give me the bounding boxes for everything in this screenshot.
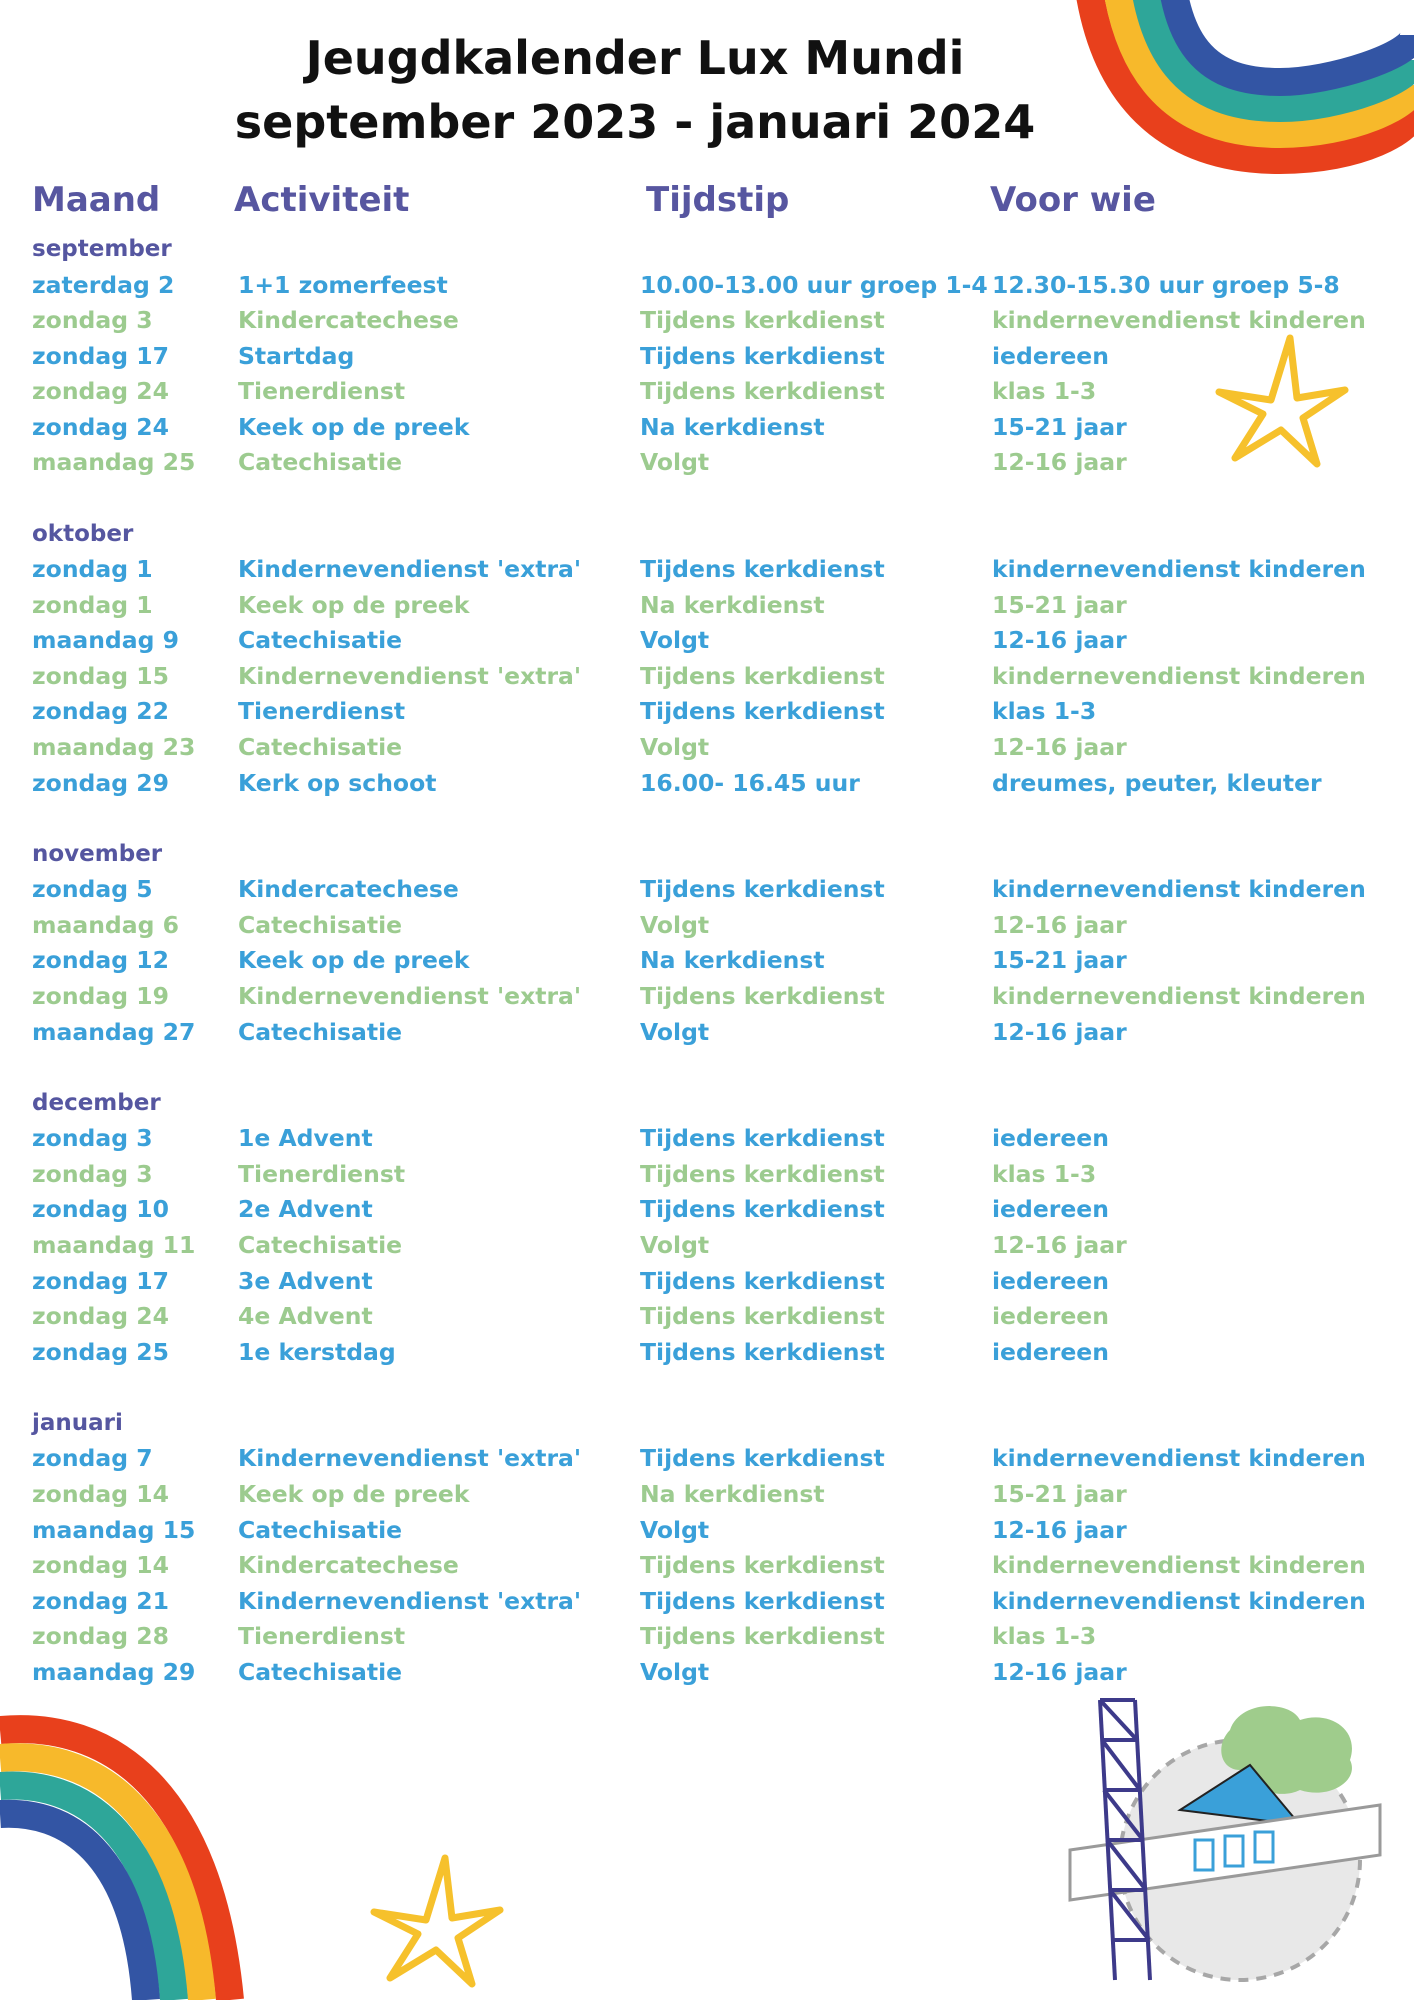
day-cell: zondag 5 — [32, 875, 153, 904]
time-cell: Tijdens kerkdienst — [640, 377, 885, 406]
schedule-row — [0, 303, 1414, 339]
time-cell: Tijdens kerkdienst — [640, 661, 885, 690]
schedule-row — [0, 1335, 1414, 1371]
time-cell: Tijdens kerkdienst — [640, 697, 885, 726]
month-label: november — [32, 840, 163, 867]
time-cell: Tijdens kerkdienst — [640, 982, 885, 1010]
star-icon — [360, 1850, 510, 1990]
time-cell: Volgt — [640, 448, 710, 477]
day-cell: zondag 24 — [32, 412, 169, 441]
header-activiteit: Activiteit — [234, 180, 410, 220]
audience-cell: iedereen — [992, 341, 1109, 370]
day-cell: zondag 1 — [32, 590, 153, 619]
time-cell: Tijdens kerkdienst — [640, 1124, 885, 1153]
day-cell: zondag 19 — [32, 982, 169, 1010]
schedule-row — [0, 908, 1414, 944]
time-cell: Tijdens kerkdienst — [640, 1159, 885, 1188]
title-line-2: september 2023 - januari 2024 — [234, 95, 1036, 149]
month-block-oktober — [0, 517, 1414, 802]
audience-cell: kindernevendienst kinderen — [992, 661, 1366, 690]
day-cell: zondag 17 — [32, 1266, 169, 1295]
activity-cell: Keek op de preek — [238, 590, 470, 619]
schedule-row — [0, 1513, 1414, 1549]
audience-cell: iedereen — [992, 1337, 1109, 1366]
time-cell: 10.00-13.00 uur groep 1-4 — [640, 270, 988, 299]
month-label: oktober — [32, 520, 134, 547]
day-cell: maandag 23 — [32, 733, 196, 762]
activity-cell: Tienerdienst — [238, 697, 406, 726]
time-cell: 16.00- 16.45 uur — [640, 768, 860, 797]
time-cell: Volgt — [640, 1515, 710, 1544]
activity-cell: Catechisatie — [238, 1515, 403, 1544]
schedule-row — [0, 766, 1414, 802]
day-cell: zaterdag 2 — [32, 270, 175, 299]
schedule-row — [0, 445, 1414, 481]
day-cell: zondag 14 — [32, 1551, 169, 1580]
activity-cell: 1e kerstdag — [238, 1337, 396, 1366]
month-block-december — [0, 1086, 1414, 1371]
activity-cell: 4e Advent — [238, 1302, 373, 1331]
schedule-row — [0, 623, 1414, 659]
activity-cell: Kerk op schoot — [238, 768, 437, 797]
activity-cell: Catechisatie — [238, 1657, 403, 1686]
audience-cell: 12-16 jaar — [992, 1657, 1127, 1686]
activity-cell: Startdag — [238, 341, 355, 370]
schedule-row — [0, 1228, 1414, 1264]
time-cell: Na kerkdienst — [640, 1479, 825, 1508]
audience-cell: iedereen — [992, 1195, 1109, 1224]
audience-cell: kindernevendienst kinderen — [992, 1551, 1366, 1580]
schedule-row — [0, 1264, 1414, 1300]
time-cell: Na kerkdienst — [640, 946, 825, 975]
audience-cell: iedereen — [992, 1124, 1109, 1153]
audience-cell: kindernevendienst kinderen — [992, 306, 1366, 335]
activity-cell: Catechisatie — [238, 448, 403, 477]
schedule-row — [0, 1121, 1414, 1157]
audience-cell: 12-16 jaar — [992, 910, 1127, 939]
activity-cell: Kindercatechese — [238, 1551, 459, 1580]
audience-cell: iedereen — [992, 1302, 1109, 1331]
day-cell: zondag 14 — [32, 1479, 169, 1508]
audience-cell: 15-21 jaar — [992, 1479, 1127, 1508]
schedule-row — [0, 410, 1414, 446]
audience-cell: 12-16 jaar — [992, 1017, 1127, 1046]
time-cell: Tijdens kerkdienst — [640, 1622, 885, 1651]
day-cell: maandag 27 — [32, 1017, 196, 1046]
schedule-row — [0, 552, 1414, 588]
schedule-row — [0, 1015, 1414, 1051]
schedule-row — [0, 943, 1414, 979]
time-cell: Volgt — [640, 1017, 710, 1046]
activity-cell: 1e Advent — [238, 1124, 373, 1153]
day-cell: zondag 28 — [32, 1622, 169, 1651]
day-cell: zondag 15 — [32, 661, 169, 690]
month-block-september — [0, 232, 1414, 481]
audience-cell: 12-16 jaar — [992, 1230, 1127, 1259]
day-cell: zondag 7 — [32, 1444, 153, 1473]
activity-cell: Kindernevendienst 'extra' — [238, 555, 582, 584]
rainbow-bottom-left-icon — [0, 1700, 260, 2000]
audience-cell: 12-16 jaar — [992, 448, 1127, 477]
schedule-row — [0, 1441, 1414, 1477]
audience-cell: kindernevendienst kinderen — [992, 1444, 1366, 1473]
time-cell: Tijdens kerkdienst — [640, 1302, 885, 1331]
day-cell: maandag 29 — [32, 1657, 196, 1686]
schedule-row — [0, 339, 1414, 375]
audience-cell: klas 1-3 — [992, 697, 1097, 726]
day-cell: zondag 24 — [32, 1302, 169, 1331]
activity-cell: Catechisatie — [238, 1017, 403, 1046]
audience-cell: kindernevendienst kinderen — [992, 1586, 1366, 1615]
time-cell: Na kerkdienst — [640, 412, 825, 441]
schedule-row — [0, 694, 1414, 730]
time-cell: Na kerkdienst — [640, 590, 825, 619]
church-logo-icon — [1060, 1690, 1400, 1990]
activity-cell: Kindernevendienst 'extra' — [238, 982, 582, 1010]
day-cell: zondag 21 — [32, 1586, 169, 1615]
audience-cell: 15-21 jaar — [992, 946, 1127, 975]
activity-cell: Catechisatie — [238, 1230, 403, 1259]
day-cell: zondag 25 — [32, 1337, 169, 1366]
activity-cell: Keek op de preek — [238, 1479, 470, 1508]
schedule-row — [0, 979, 1414, 1015]
day-cell: zondag 22 — [32, 697, 169, 726]
activity-cell: 3e Advent — [238, 1266, 373, 1295]
audience-cell: kindernevendienst kinderen — [992, 982, 1366, 1010]
schedule-row — [0, 1619, 1414, 1655]
time-cell: Tijdens kerkdienst — [640, 555, 885, 584]
time-cell: Tijdens kerkdienst — [640, 875, 885, 904]
schedule-row — [0, 730, 1414, 766]
day-cell: zondag 12 — [32, 946, 169, 975]
time-cell: Tijdens kerkdienst — [640, 1551, 885, 1580]
time-cell: Tijdens kerkdienst — [640, 1337, 885, 1366]
day-cell: zondag 10 — [32, 1195, 169, 1224]
schedule-row — [0, 1655, 1414, 1691]
schedule-row — [0, 1299, 1414, 1335]
day-cell: zondag 17 — [32, 341, 169, 370]
time-cell: Tijdens kerkdienst — [640, 1266, 885, 1295]
activity-cell: Kindercatechese — [238, 875, 459, 904]
day-cell: zondag 3 — [32, 306, 153, 335]
time-cell: Tijdens kerkdienst — [640, 1586, 885, 1615]
month-block-november — [0, 837, 1414, 1050]
day-cell: maandag 11 — [32, 1230, 196, 1259]
month-label: december — [32, 1089, 161, 1116]
schedule-row — [0, 588, 1414, 624]
time-cell: Volgt — [640, 733, 710, 762]
time-cell: Tijdens kerkdienst — [640, 306, 885, 335]
day-cell: maandag 25 — [32, 448, 196, 477]
activity-cell: Kindernevendienst 'extra' — [238, 1444, 582, 1473]
schedule-list — [0, 232, 1414, 1726]
audience-cell: kindernevendienst kinderen — [992, 555, 1366, 584]
day-cell: zondag 3 — [32, 1159, 153, 1188]
audience-cell: 15-21 jaar — [992, 412, 1127, 441]
audience-cell: 12.30-15.30 uur groep 5-8 — [992, 270, 1340, 299]
audience-cell: 15-21 jaar — [992, 590, 1127, 619]
activity-cell: Keek op de preek — [238, 412, 470, 441]
audience-cell: 12-16 jaar — [992, 733, 1127, 762]
activity-cell: Kindercatechese — [238, 306, 459, 335]
day-cell: maandag 9 — [32, 626, 179, 655]
day-cell: zondag 29 — [32, 768, 169, 797]
schedule-row — [0, 872, 1414, 908]
time-cell: Volgt — [640, 1657, 710, 1686]
schedule-row — [0, 1548, 1414, 1584]
audience-cell: iedereen — [992, 1266, 1109, 1295]
day-cell: maandag 6 — [32, 910, 179, 939]
schedule-row — [0, 374, 1414, 410]
day-cell: maandag 15 — [32, 1515, 196, 1544]
audience-cell: klas 1-3 — [992, 377, 1097, 406]
audience-cell: klas 1-3 — [992, 1159, 1097, 1188]
day-cell: zondag 1 — [32, 555, 153, 584]
schedule-row — [0, 659, 1414, 695]
month-label: september — [32, 236, 172, 262]
schedule-row — [0, 268, 1414, 304]
month-label: januari — [32, 1409, 123, 1436]
time-cell: Volgt — [640, 1230, 710, 1259]
month-block-januari — [0, 1406, 1414, 1691]
audience-cell: klas 1-3 — [992, 1622, 1097, 1651]
activity-cell: Catechisatie — [238, 733, 403, 762]
schedule-row — [0, 1477, 1414, 1513]
schedule-row — [0, 1584, 1414, 1620]
title-line-1: Jeugdkalender Lux Mundi — [305, 31, 965, 85]
audience-cell: kindernevendienst kinderen — [992, 875, 1366, 904]
activity-cell: Keek op de preek — [238, 946, 470, 975]
activity-cell: Tienerdienst — [238, 377, 406, 406]
activity-cell: Kindernevendienst 'extra' — [238, 661, 582, 690]
schedule-row — [0, 1157, 1414, 1193]
schedule-row — [0, 1192, 1414, 1228]
audience-cell: 12-16 jaar — [992, 1515, 1127, 1544]
day-cell: zondag 3 — [32, 1124, 153, 1153]
page-title — [0, 26, 1270, 154]
activity-cell: Catechisatie — [238, 626, 403, 655]
time-cell: Volgt — [640, 910, 710, 939]
header-maand: Maand — [32, 180, 161, 220]
activity-cell: 1+1 zomerfeest — [238, 270, 448, 299]
activity-cell: Tienerdienst — [238, 1159, 406, 1188]
activity-cell: Tienerdienst — [238, 1622, 406, 1651]
header-tijdstip: Tijdstip — [646, 180, 790, 220]
audience-cell: dreumes, peuter, kleuter — [992, 768, 1322, 797]
time-cell: Tijdens kerkdienst — [640, 341, 885, 370]
day-cell: zondag 24 — [32, 377, 169, 406]
time-cell: Tijdens kerkdienst — [640, 1444, 885, 1473]
activity-cell: Catechisatie — [238, 910, 403, 939]
header-voor-wie: Voor wie — [990, 180, 1156, 220]
audience-cell: 12-16 jaar — [992, 626, 1127, 655]
time-cell: Volgt — [640, 626, 710, 655]
activity-cell: Kindernevendienst 'extra' — [238, 1586, 582, 1615]
time-cell: Tijdens kerkdienst — [640, 1195, 885, 1224]
activity-cell: 2e Advent — [238, 1195, 373, 1224]
